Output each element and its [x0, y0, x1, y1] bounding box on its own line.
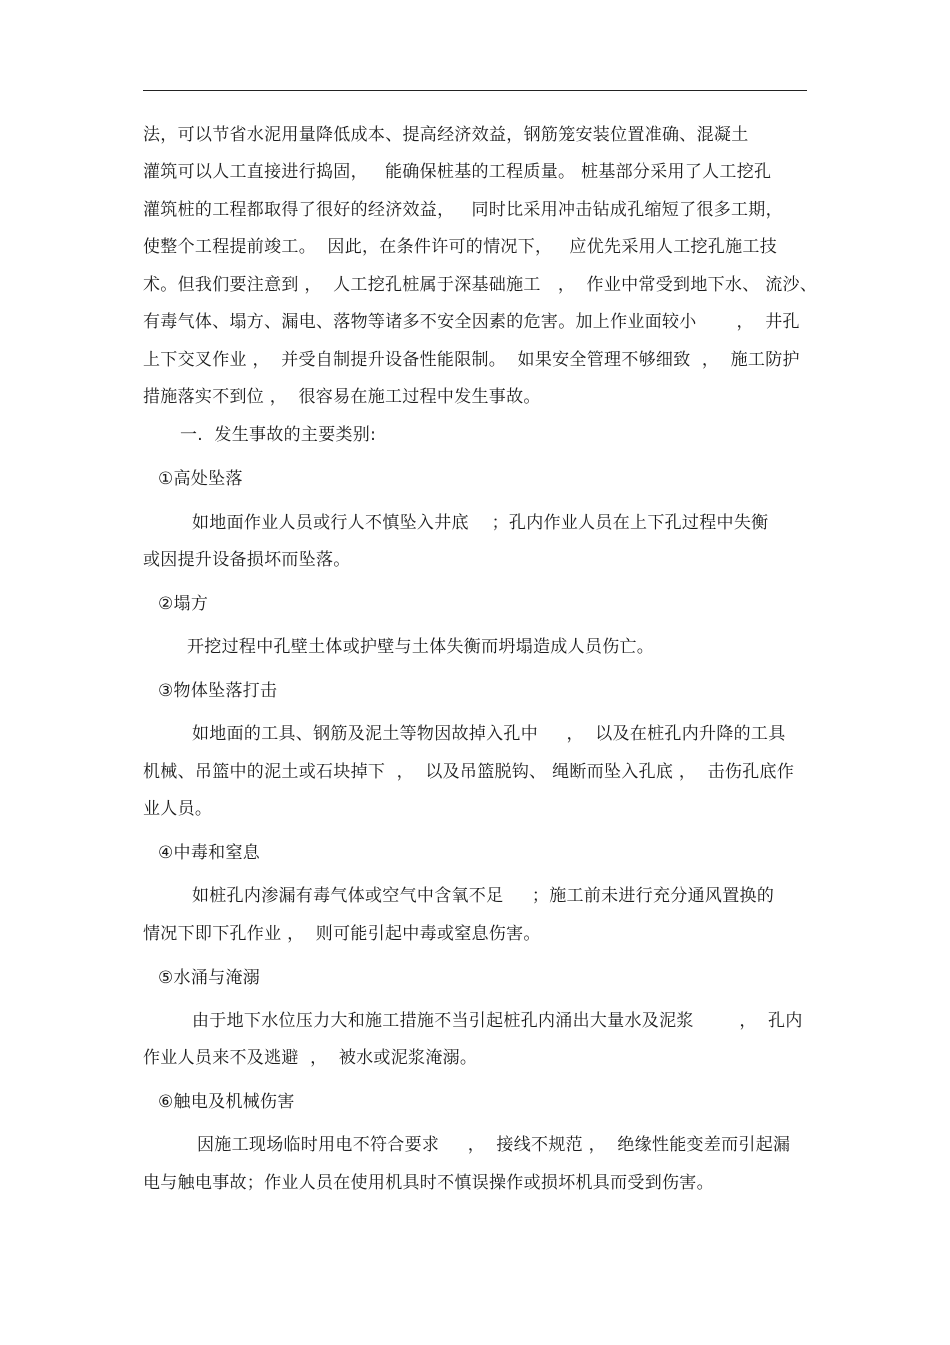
header-rule — [143, 90, 807, 91]
category-title: ②塌方 — [158, 594, 209, 614]
section-heading: 一. 发生事故的主要类别: — [180, 425, 377, 445]
category-title: ⑥触电及机械伤害 — [158, 1092, 295, 1112]
category-title: ④中毒和窒息 — [158, 843, 261, 863]
body-text-line: 上下交叉作业 ， 并受自制提升设备性能限制。 如果安全管理不够细致 ， 施工防护 — [143, 350, 800, 370]
body-text-line: 灌筑可以人工直接进行捣固， 能确保桩基的工程质量。 桩基部分采用了人工挖孔 — [143, 162, 772, 182]
body-text-line: 有毒气体、塌方、漏电、落物等诸多不安全因素的危害。加上作业面较小 ， 井孔 — [143, 312, 800, 332]
category-body-line: 电与触电事故；作业人员在使用机具时不慎误操作或损坏机具而受到伤害。 — [143, 1173, 714, 1193]
category-body-line: 由于地下水位压力大和施工措施不当引起桩孔内涌出大量水及泥浆 ， 孔内 — [192, 1011, 803, 1031]
category-body-line: 如桩孔内渗漏有毒气体或空气中含氧不足 ；施工前未进行充分通风置换的 — [192, 886, 775, 906]
body-text-line: 措施落实不到位 ， 很容易在施工过程中发生事故。 — [143, 387, 541, 407]
body-text-line: 灌筑桩的工程都取得了很好的经济效益， 同时比采用冲击钻成孔缩短了很多工期， — [143, 200, 783, 220]
category-title: ⑤水涌与淹溺 — [158, 968, 261, 988]
category-body-line: 作业人员来不及逃避 ， 被水或泥浆淹溺。 — [143, 1048, 478, 1068]
body-text-line: 使整个工程提前竣工。 因此，在条件许可的情况下， 应优先采用人工挖孔施工技 — [143, 237, 778, 257]
category-body-line: 因施工现场临时用电不符合要求 ， 接线不规范 ， 绝缘性能变差而引起漏 — [197, 1135, 791, 1155]
category-body-line: 如地面的工具、钢筋及泥土等物因故掉入孔中 ， 以及在桩孔内升降的工具 — [192, 724, 786, 744]
category-body-line: 情况下即下孔作业 ， 则可能引起中毒或窒息伤害。 — [143, 924, 541, 944]
body-text-line: 术。但我们要注意到 ， 人工挖孔桩属于深基础施工 ， 作业中常受到地下水、 流沙、 — [143, 275, 818, 295]
category-body-line: 如地面作业人员或行人不慎坠入井底 ；孔内作业人员在上下孔过程中失衡 — [192, 513, 769, 533]
category-body-line: 开挖过程中孔壁土体或护壁与土体失衡而坍塌造成人员伤亡。 — [187, 637, 655, 657]
category-title: ①高处坠落 — [158, 469, 243, 489]
body-text-line: 法，可以节省水泥用量降低成本、提高经济效益，钢筋笼安装位置准确、混凝土 — [143, 125, 749, 145]
category-title: ③物体坠落打击 — [158, 681, 278, 701]
category-body-line: 机械、吊篮中的泥土或石块掉下 ， 以及吊篮脱钩、 绳断而坠入孔底 ， 击伤孔底作 — [143, 762, 795, 782]
category-body-line: 或因提升设备损坏而坠落。 — [143, 550, 351, 570]
category-body-line: 业人员。 — [143, 799, 213, 819]
